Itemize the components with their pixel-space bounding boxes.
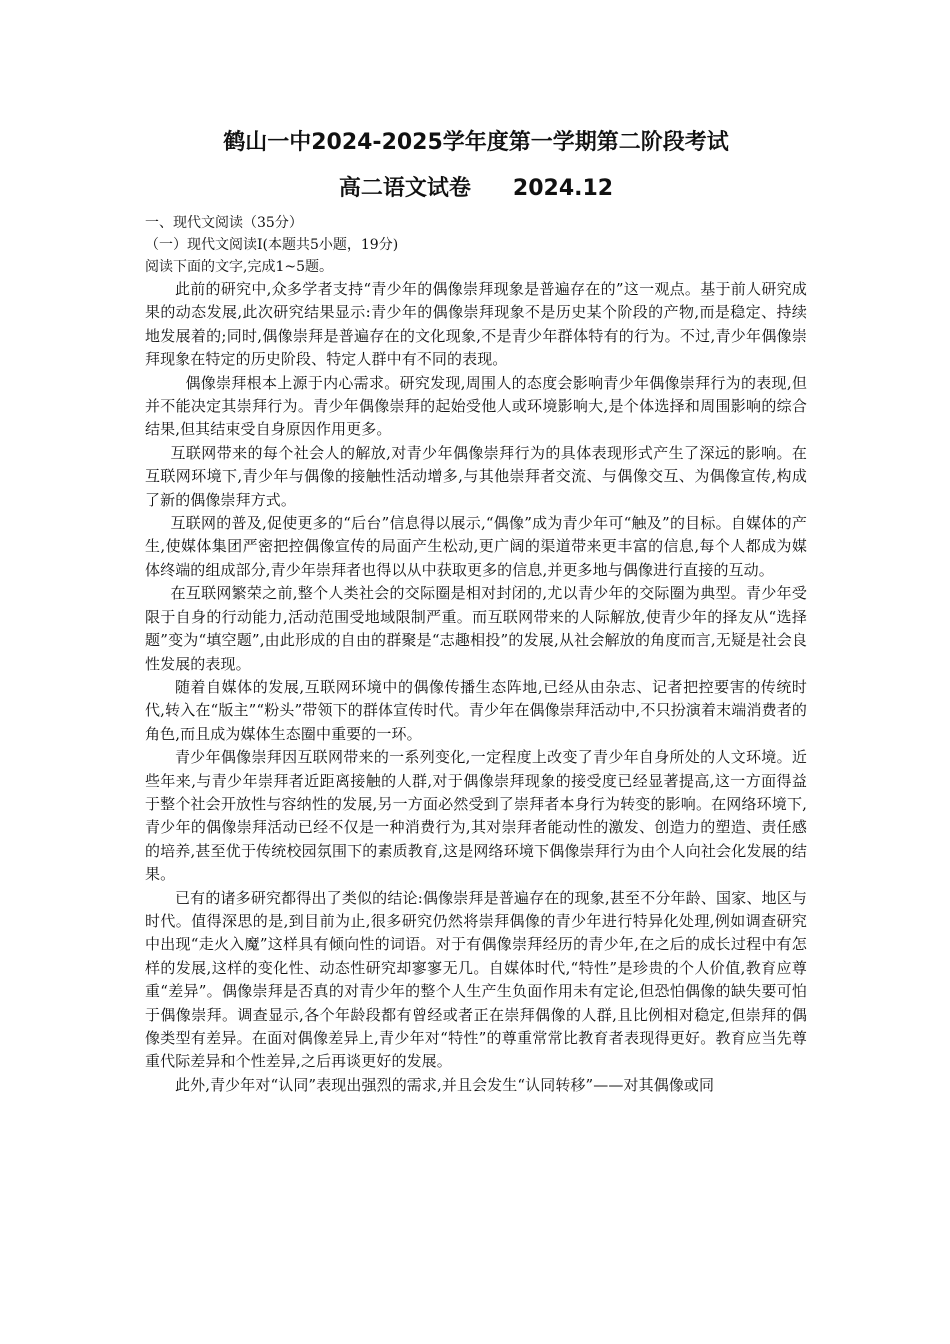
exam-subtitle bbox=[145, 174, 807, 204]
paragraph: 互联网带来的每个社会人的解放,对青少年偶像崇拜行为的具体表现形式产生了深远的影响。在互联网环境下,青少年与偶像的接触性活动增多,与其他崇拜者交流、与偶像交互、为偶像宣传,构成了新的偶像崇拜方式。 bbox=[145, 443, 807, 509]
reading-instruction: 阅读下面的文字,完成1~5题。 bbox=[145, 259, 333, 275]
paragraph: 在互联网繁荣之前,整个人类社会的交际圈是相对封闭的,尤以青少年的交际圈为典型。青少年受限于自身的行动能力,活动范围受地域限制严重。而互联网带来的人际解放,使青少年的择友从“选择题”变为“填空题”,由此形成的自由的群聚是“志趣相投”的发展,从社会解放的角度而言,无疑是社会良性发展的表现。 bbox=[145, 584, 807, 673]
subsection-heading: （一）现代文阅读Ⅰ(本题共5小题，19分) bbox=[145, 237, 399, 253]
paragraph: 此前的研究中,众多学者支持“青少年的偶像崇拜现象是普遍存在的”这一观点。基于前人研究成果的动态发展,此次研究结果显示:青少年的偶像崇拜现象不是历史某个阶段的产物,而是稳定、持续地发展着的;同时,偶像崇拜是普遍存在的文化现象,不是青少年群体特有的行为。不过,青少年偶像崇拜现象在特定的历史阶段、特定人群中有不同的表现。 bbox=[145, 280, 807, 369]
paragraph: 青少年偶像崇拜因互联网带来的一系列变化,一定程度上改变了青少年自身所处的人文环境。近些年来,与青少年崇拜者近距离接触的人群,对于偶像崇拜现象的接受度已经显著提高,这一方面得益于整个社会开放性与容纳性的发展,另一方面必然受到了崇拜者本身行为转变的影响。在网络环境下,青少年的偶像崇拜活动已经不仅是一种消费行为,其对崇拜者能动性的激发、创造力的塑造、责任感的培养,甚至优于传统校园氛围下的素质教育,这是网络环境下偶像崇拜行为由个人向社会化发展的结果。 bbox=[145, 748, 807, 884]
subject-title: 高二语文试卷 bbox=[338, 176, 471, 201]
paragraph: 此外,青少年对“认同”表现出强烈的需求,并且会发生“认同转移”——对其偶像或同 bbox=[175, 1075, 715, 1094]
exam-title: 鹤山一中2024-2025学年度第一学期第二阶段考试 bbox=[223, 130, 729, 155]
paragraph: 互联网的普及,促使更多的“后台”信息得以展示,“偶像”成为青少年可“触及”的目标。自媒体的产生,使媒体集团严密把控偶像宣传的局面产生松动,更广阔的渠道带来更丰富的信息,每个人都成为媒体终端的组成部分,青少年崇拜者也得以从中获取更多的信息,并更多地与偶像进行直接的互动。 bbox=[145, 514, 807, 579]
paragraph: 已有的诸多研究都得出了类似的结论:偶像崇拜是普遍存在的现象,甚至不分年龄、国家、地区与时代。值得深思的是,到目前为止,很多研究仍然将崇拜偶像的青少年进行特异化处理,例如调查研究中出现“走火入魔”这样具有倾向性的词语。对于有偶像崇拜经历的青少年,在之后的成长过程中有怎样的发展,这样的变化性、动态性研究却寥寥无几。自媒体时代,“特性”是珍贵的个人价值,教育应尊重“差异”。偶像崇拜是否真的对青少年的整个人生产生负面作用未有定论,但恐怕偶像的缺失要可怕于偶像崇拜。调查显示,各个年龄段都有曾经或者正在崇拜偶像的人群,且比例相对稳定,但崇拜的偶像类型有差异。在面对偶像差异上,青少年对“特性”的尊重常常比教育者表现得更好。教育应当先尊重代际差异和个性差异,之后再谈更好的发展。 bbox=[145, 888, 807, 1071]
section-heading: 一、现代文阅读（35分） bbox=[145, 215, 303, 231]
paragraph: 随着自媒体的发展,互联网环境中的偶像传播生态阵地,已经从由杂志、记者把控要害的传统时代,转入在“版主”“粉头”带领下的群体宣传时代。青少年在偶像崇拜活动中,不只扮演着末端消费者的角色,而且成为媒体生态圈中重要的一环。 bbox=[145, 677, 807, 743]
exam-page bbox=[145, 118, 807, 1097]
exam-date: 2024.12 bbox=[512, 176, 614, 201]
paragraph: 偶像崇拜根本上源于内心需求。研究发现,周围人的态度会影响青少年偶像崇拜行为的表现,但并不能决定其崇拜行为。青少年偶像崇拜的起始受他人或环境影响大,是个体选择和周围影响的综合结果,但其结束受自身原因作用更多。 bbox=[145, 373, 807, 439]
